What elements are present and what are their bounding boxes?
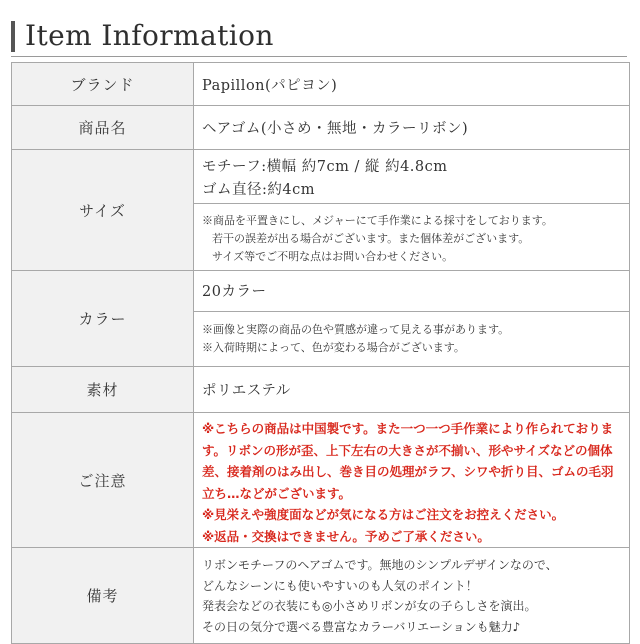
label-color: カラー [12,271,194,367]
remarks-line: どんなシーンにも使いやすいのも人気のポイント！ [202,578,478,593]
value-cell-product-name [194,106,630,150]
size-note-line: 若干の誤差が出る場合がございます。また個体差がございます。 [212,232,530,245]
label-size: サイズ [12,150,194,271]
label-brand: ブランド [12,63,194,106]
label-caution: ご注意 [12,413,194,548]
row-size [12,150,630,271]
value-product-name: ヘアゴム(小さめ・無地・カラーリボン) [202,121,469,137]
caution-line: 差、接着剤のはみ出し、巻き目の処理がラフ、シワや折り目、ゴムの毛羽 [202,464,614,479]
remarks-line: リボンモチーフのヘアゴムです。無地のシンプルデザインなので、 [202,558,558,572]
header-accent-bar [11,21,15,52]
caution-line: ※見栄えや強度面などが気になる方はご注文をお控えください。 [202,507,565,522]
value-cell-caution [194,413,630,548]
size-note-line: サイズ等でご不明な点はお問い合わせください。 [212,250,454,263]
size-motif-dimensions: モチーフ:横幅 約7cm / 縦 約4.8cm [202,159,448,175]
row-caution [12,413,630,548]
value-cell-brand [194,63,630,106]
caution-line: ※返品・交換はできません。予めご了承ください。 [202,528,490,544]
value-cell-size [194,150,630,271]
row-remarks [12,548,630,644]
value-material: ポリエステル [202,383,291,399]
color-notes [194,312,629,357]
size-note-line: ※商品を平置きにし、メジャーにて手作業による採寸をしております。 [202,214,553,227]
section-header [11,20,627,54]
caution-line: ※こちらの商品は中国製です。また一つ一つ手作業により作られておりま [202,421,614,436]
row-color [12,271,630,367]
row-material [12,367,630,413]
value-color-count: 20カラー [202,284,267,300]
value-cell-material [194,367,630,413]
caution-text [194,413,629,547]
remarks-line: 発表会などの衣装にも◎小さめリボンが女の子らしさを演出。 [202,599,537,613]
color-note-line: ※画像と実際の商品の色や質感が違って見える事があります。 [202,323,510,336]
size-notes [194,204,629,266]
row-brand [12,63,630,106]
label-remarks: 備考 [12,548,194,644]
row-product-name [12,106,630,150]
remarks-text [194,548,629,637]
label-product-name: 商品名 [12,106,194,150]
header-underline [11,56,627,57]
value-cell-color [194,271,630,367]
label-material: 素材 [12,367,194,413]
value-brand: Papillon(パピヨン) [202,77,338,94]
value-cell-remarks [194,548,630,644]
item-info-table [11,62,630,644]
size-elastic-diameter: ゴム直径:約4cm [202,182,315,198]
page-title: Item Information [25,19,274,52]
remarks-line: その日の気分で選べる豊富なカラーバリエーションも魅力♪ [202,619,521,634]
caution-line: す。リボンの形が歪、上下左右の大きさが不揃い、形やサイズなどの個体 [202,442,613,458]
color-note-line: ※入荷時期によって、色が変わる場合がございます。 [202,341,465,354]
caution-line: 立ち…などがございます。 [202,485,352,501]
